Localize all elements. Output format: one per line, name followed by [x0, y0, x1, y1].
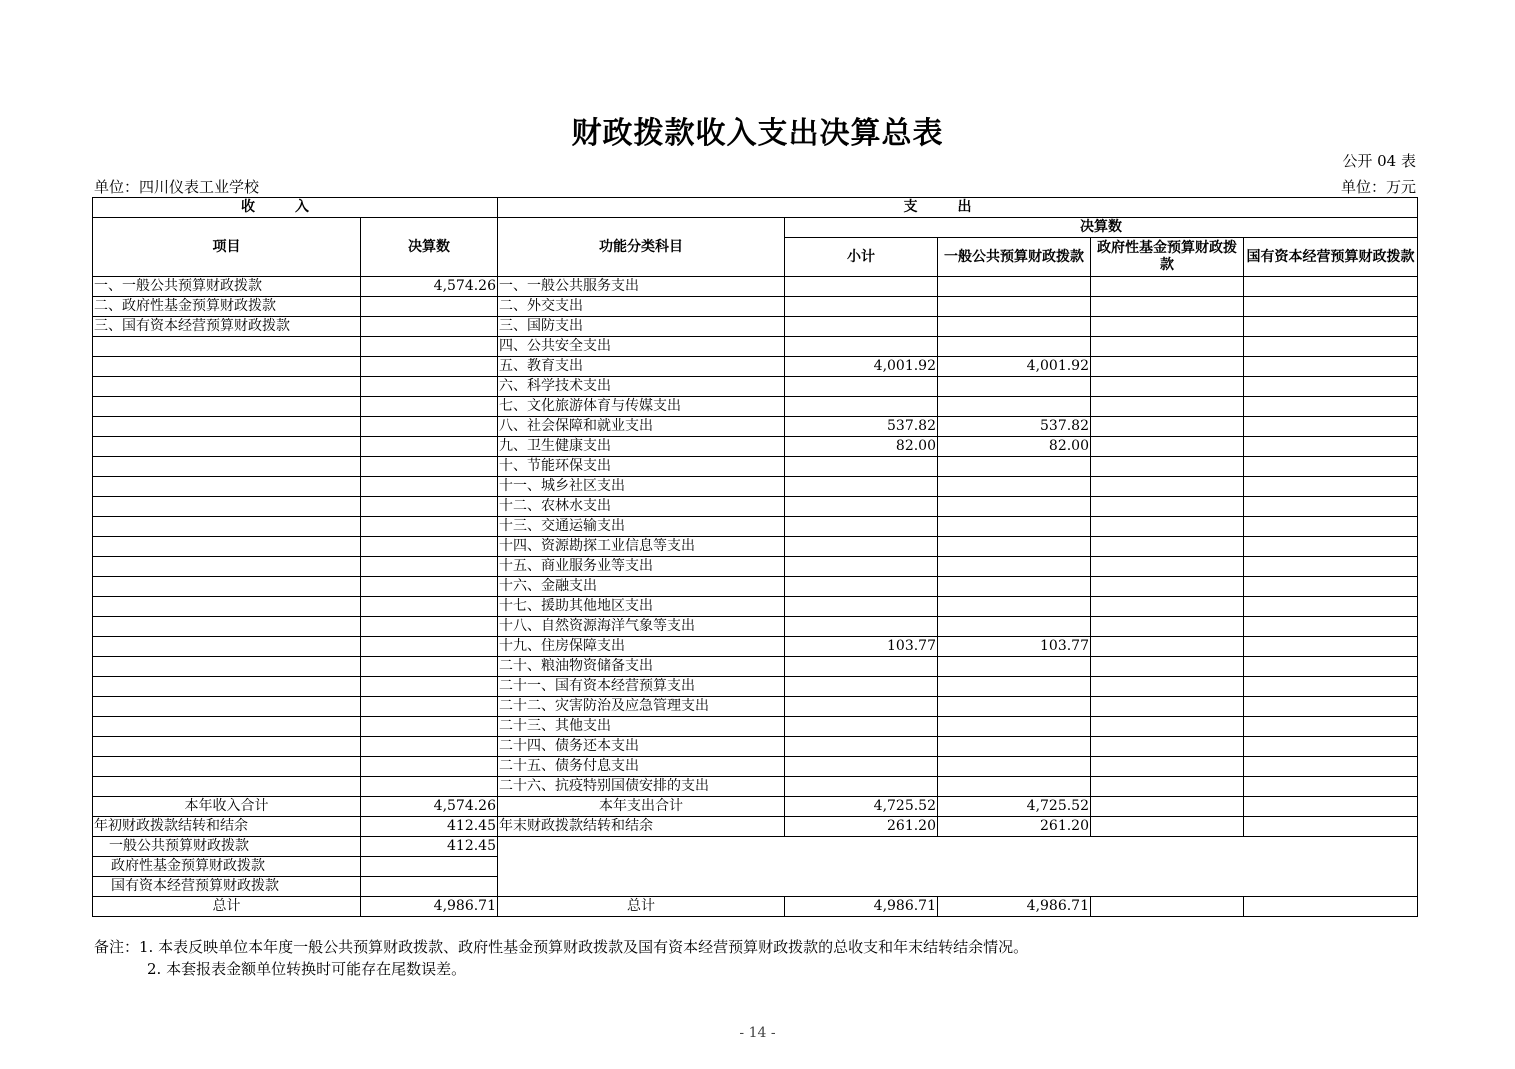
income-amount [361, 657, 498, 677]
year-expense-fund [1091, 797, 1244, 817]
table-row [93, 557, 1418, 577]
expense-general [938, 737, 1091, 757]
table-row [93, 457, 1418, 477]
expense-item: 二十二、灾害防治及应急管理支出 [498, 697, 785, 717]
expense-item: 十八、自然资源海洋气象等支出 [498, 617, 785, 637]
expense-subtotal [785, 277, 938, 297]
expense-general [938, 297, 1091, 317]
income-item [93, 777, 361, 797]
page-title: 财政拨款收入支出决算总表 [571, 116, 944, 151]
state-capital-header: 国有资本经营预算财政拨款 [1244, 238, 1418, 277]
year-expense-state [1244, 797, 1418, 817]
expense-item: 四、公共安全支出 [498, 337, 785, 357]
income-amount [361, 417, 498, 437]
table-row [93, 597, 1418, 617]
expense-general: 82.00 [938, 437, 1091, 457]
table-row [93, 477, 1418, 497]
expense-general [938, 517, 1091, 537]
expense-state [1244, 757, 1418, 777]
expense-general [938, 557, 1091, 577]
table-row [93, 317, 1418, 337]
table-row [93, 357, 1418, 377]
expense-item: 二十一、国有资本经营预算支出 [498, 677, 785, 697]
subtotal-header: 小计 [785, 238, 938, 277]
table-row [93, 517, 1418, 537]
expense-general [938, 457, 1091, 477]
expense-general [938, 757, 1091, 777]
income-item [93, 337, 361, 357]
table-row [93, 777, 1418, 797]
income-item [93, 437, 361, 457]
table-row [93, 577, 1418, 597]
expense-subtotal [785, 337, 938, 357]
expense-item: 三、国防支出 [498, 317, 785, 337]
grand-total-expense-label: 总计 [498, 897, 785, 917]
expense-fund [1091, 777, 1244, 797]
grand-total-income-value: 4,986.71 [361, 897, 498, 917]
expense-subtotal [785, 457, 938, 477]
expense-fund [1091, 617, 1244, 637]
income-amount [361, 457, 498, 477]
income-amount [361, 397, 498, 417]
income-header: 收入 [93, 198, 498, 218]
income-amount [361, 497, 498, 517]
income-amount [361, 317, 498, 337]
income-item [93, 757, 361, 777]
expense-fund [1091, 697, 1244, 717]
expense-fund [1091, 737, 1244, 757]
expense-subtotal: 82.00 [785, 437, 938, 457]
carry-start-value: 412.45 [361, 817, 498, 837]
income-amount [361, 637, 498, 657]
income-item [93, 677, 361, 697]
expense-item: 五、教育支出 [498, 357, 785, 377]
expense-state [1244, 697, 1418, 717]
expense-general [938, 537, 1091, 557]
income-item [93, 377, 361, 397]
expense-subtotal [785, 297, 938, 317]
income-amount [361, 437, 498, 457]
note-1: 备注：1. 本表反映单位本年度一般公共预算财政拨款、政府性基金预算财政拨款及国有资本经营预算财政拨款的总收支和年末结转结余情况。 [94, 938, 1029, 956]
expense-general [938, 697, 1091, 717]
expense-general [938, 397, 1091, 417]
function-category-header: 功能分类科目 [498, 218, 785, 277]
expense-state [1244, 537, 1418, 557]
table-row [93, 417, 1418, 437]
expense-fund [1091, 657, 1244, 677]
expense-subtotal: 537.82 [785, 417, 938, 437]
income-item [93, 577, 361, 597]
grand-total-income-label: 总计 [93, 897, 361, 917]
expense-fund [1091, 457, 1244, 477]
expense-general [938, 777, 1091, 797]
expense-fund [1091, 557, 1244, 577]
expense-subtotal [785, 577, 938, 597]
income-item: 三、国有资本经营预算财政拨款 [93, 317, 361, 337]
expense-fund [1091, 277, 1244, 297]
expense-subtotal [785, 737, 938, 757]
expense-fund [1091, 477, 1244, 497]
expense-state [1244, 597, 1418, 617]
income-amount [361, 677, 498, 697]
table-row [93, 437, 1418, 457]
expense-state [1244, 637, 1418, 657]
expense-state [1244, 677, 1418, 697]
table-row [93, 737, 1418, 757]
income-amount [361, 737, 498, 757]
expense-subtotal: 4,001.92 [785, 357, 938, 377]
expense-item: 十六、金融支出 [498, 577, 785, 597]
expense-fund [1091, 437, 1244, 457]
expense-item: 十一、城乡社区支出 [498, 477, 785, 497]
expense-state [1244, 577, 1418, 597]
page-number: - 14 - [739, 1025, 776, 1041]
expense-general [938, 477, 1091, 497]
income-item: 二、政府性基金预算财政拨款 [93, 297, 361, 317]
income-amount [361, 537, 498, 557]
income-item [93, 557, 361, 577]
table-row [93, 677, 1418, 697]
expense-item: 十五、商业服务业等支出 [498, 557, 785, 577]
expense-state [1244, 477, 1418, 497]
income-amount [361, 557, 498, 577]
income-amount [361, 337, 498, 357]
year-expense-general: 4,725.52 [938, 797, 1091, 817]
expense-general [938, 337, 1091, 357]
income-item [93, 457, 361, 477]
grand-total-general: 4,986.71 [938, 897, 1091, 917]
expense-state [1244, 437, 1418, 457]
expense-fund [1091, 677, 1244, 697]
expense-fund [1091, 517, 1244, 537]
table-row [93, 637, 1418, 657]
budget-table [92, 197, 1418, 917]
expense-subtotal [785, 697, 938, 717]
table-row [93, 377, 1418, 397]
table-row [93, 297, 1418, 317]
form-number: 公开 04 表 [1342, 152, 1416, 170]
expense-item: 十、节能环保支出 [498, 457, 785, 477]
expense-general [938, 377, 1091, 397]
expense-fund [1091, 717, 1244, 737]
expense-general [938, 497, 1091, 517]
carry-blank-area [498, 837, 1418, 897]
expense-fund [1091, 297, 1244, 317]
income-amount [361, 597, 498, 617]
expense-item: 二十六、抗疫特别国债安排的支出 [498, 777, 785, 797]
expense-item: 十三、交通运输支出 [498, 517, 785, 537]
expense-subtotal [785, 597, 938, 617]
table-body [93, 277, 1418, 797]
expense-header: 支出 [498, 198, 1418, 218]
table-row [93, 757, 1418, 777]
expense-state [1244, 737, 1418, 757]
carry-fund-value [361, 857, 498, 877]
organization-unit: 单位：四川仪表工业学校 [94, 178, 260, 196]
expense-subtotal [785, 657, 938, 677]
expense-general [938, 577, 1091, 597]
table-row [93, 277, 1418, 297]
expense-subtotal [785, 517, 938, 537]
carry-end-subtotal: 261.20 [785, 817, 938, 837]
notes [94, 936, 1028, 980]
expense-general [938, 617, 1091, 637]
expense-subtotal [785, 537, 938, 557]
expense-subtotal [785, 317, 938, 337]
income-item: 一、一般公共预算财政拨款 [93, 277, 361, 297]
carry-start-label: 年初财政拨款结转和结余 [93, 817, 361, 837]
expense-subtotal [785, 557, 938, 577]
expense-state [1244, 617, 1418, 637]
expense-fund [1091, 497, 1244, 517]
expense-item: 十七、援助其他地区支出 [498, 597, 785, 617]
income-amount [361, 517, 498, 537]
income-amount [361, 757, 498, 777]
currency-unit: 单位：万元 [1340, 178, 1416, 196]
expense-general [938, 277, 1091, 297]
carry-general-value: 412.45 [361, 837, 498, 857]
expense-fund [1091, 597, 1244, 617]
expense-state [1244, 517, 1418, 537]
income-item [93, 697, 361, 717]
expense-item: 二十、粮油物资储备支出 [498, 657, 785, 677]
expense-general [938, 597, 1091, 617]
expense-fund [1091, 417, 1244, 437]
income-item [93, 737, 361, 757]
year-expense-subtotal: 4,725.52 [785, 797, 938, 817]
expense-fund [1091, 317, 1244, 337]
income-amount [361, 697, 498, 717]
expense-state [1244, 557, 1418, 577]
expense-item: 六、科学技术支出 [498, 377, 785, 397]
income-item [93, 597, 361, 617]
expense-state [1244, 457, 1418, 477]
year-expense-total-label: 本年支出合计 [498, 797, 785, 817]
income-item [93, 417, 361, 437]
expense-state [1244, 377, 1418, 397]
income-item [93, 717, 361, 737]
expense-fund [1091, 397, 1244, 417]
table-row [93, 697, 1418, 717]
expense-state [1244, 397, 1418, 417]
table-row [93, 717, 1418, 737]
expense-item: 七、文化旅游体育与传媒支出 [498, 397, 785, 417]
expense-fund [1091, 537, 1244, 557]
expense-subtotal [785, 497, 938, 517]
expense-subtotal: 103.77 [785, 637, 938, 657]
expense-item: 八、社会保障和就业支出 [498, 417, 785, 437]
carry-state-label: 国有资本经营预算财政拨款 [93, 877, 361, 897]
expense-state [1244, 777, 1418, 797]
income-amount [361, 377, 498, 397]
expense-general [938, 677, 1091, 697]
table-row [93, 497, 1418, 517]
expense-general [938, 717, 1091, 737]
expense-state [1244, 317, 1418, 337]
income-item [93, 637, 361, 657]
expense-fund [1091, 337, 1244, 357]
expense-general: 4,001.92 [938, 357, 1091, 377]
carry-fund-label: 政府性基金预算财政拨款 [93, 857, 361, 877]
expense-general [938, 657, 1091, 677]
expense-general [938, 317, 1091, 337]
general-budget-header: 一般公共预算财政拨款 [938, 238, 1091, 277]
expense-fund [1091, 637, 1244, 657]
carry-end-state [1244, 817, 1418, 837]
expense-subtotal [785, 717, 938, 737]
expense-subtotal [785, 677, 938, 697]
income-amount [361, 617, 498, 637]
expense-subtotal [785, 617, 938, 637]
expense-item: 十四、资源勘探工业信息等支出 [498, 537, 785, 557]
expense-subtotal [785, 377, 938, 397]
expense-general: 537.82 [938, 417, 1091, 437]
income-item [93, 517, 361, 537]
expense-subtotal [785, 777, 938, 797]
carry-end-label: 年末财政拨款结转和结余 [498, 817, 785, 837]
income-amount [361, 477, 498, 497]
income-item [93, 357, 361, 377]
income-amount [361, 297, 498, 317]
expense-subtotal [785, 397, 938, 417]
item-header: 项目 [93, 218, 361, 277]
expense-item: 十九、住房保障支出 [498, 637, 785, 657]
income-item [93, 657, 361, 677]
expense-general: 103.77 [938, 637, 1091, 657]
expense-state [1244, 657, 1418, 677]
expense-item: 二十三、其他支出 [498, 717, 785, 737]
income-amount-header: 决算数 [361, 218, 498, 277]
income-item [93, 477, 361, 497]
expense-item: 二、外交支出 [498, 297, 785, 317]
expense-item: 十二、农林水支出 [498, 497, 785, 517]
carry-state-value [361, 877, 498, 897]
expense-state [1244, 277, 1418, 297]
income-amount [361, 357, 498, 377]
grand-total-subtotal: 4,986.71 [785, 897, 938, 917]
expense-fund [1091, 577, 1244, 597]
table-row [93, 617, 1418, 637]
expense-state [1244, 297, 1418, 317]
expense-item: 二十五、债务付息支出 [498, 757, 785, 777]
income-item [93, 537, 361, 557]
carry-general-label: 一般公共预算财政拨款 [93, 837, 361, 857]
income-amount [361, 577, 498, 597]
expense-item: 二十四、债务还本支出 [498, 737, 785, 757]
year-income-total-label: 本年收入合计 [93, 797, 361, 817]
expense-state [1244, 497, 1418, 517]
income-item [93, 397, 361, 417]
grand-total-state [1244, 897, 1418, 917]
expense-fund [1091, 377, 1244, 397]
income-item [93, 617, 361, 637]
expense-subtotal [785, 757, 938, 777]
expense-item: 一、一般公共服务支出 [498, 277, 785, 297]
carry-end-fund [1091, 817, 1244, 837]
income-amount: 4,574.26 [361, 277, 498, 297]
table-row [93, 537, 1418, 557]
note-2: 2. 本套报表金额单位转换时可能存在尾数误差。 [147, 960, 467, 978]
table-row [93, 397, 1418, 417]
expense-state [1244, 717, 1418, 737]
table-row [93, 657, 1418, 677]
expense-fund [1091, 757, 1244, 777]
expense-state [1244, 357, 1418, 377]
amount-group-header: 决算数 [785, 218, 1418, 238]
expense-subtotal [785, 477, 938, 497]
expense-fund [1091, 357, 1244, 377]
expense-item: 九、卫生健康支出 [498, 437, 785, 457]
year-income-total-value: 4,574.26 [361, 797, 498, 817]
expense-state [1244, 337, 1418, 357]
table-row [93, 337, 1418, 357]
fund-budget-header: 政府性基金预算财政拨款 [1091, 238, 1244, 277]
income-item [93, 497, 361, 517]
expense-state [1244, 417, 1418, 437]
income-amount [361, 717, 498, 737]
income-amount [361, 777, 498, 797]
carry-end-general: 261.20 [938, 817, 1091, 837]
grand-total-fund [1091, 897, 1244, 917]
